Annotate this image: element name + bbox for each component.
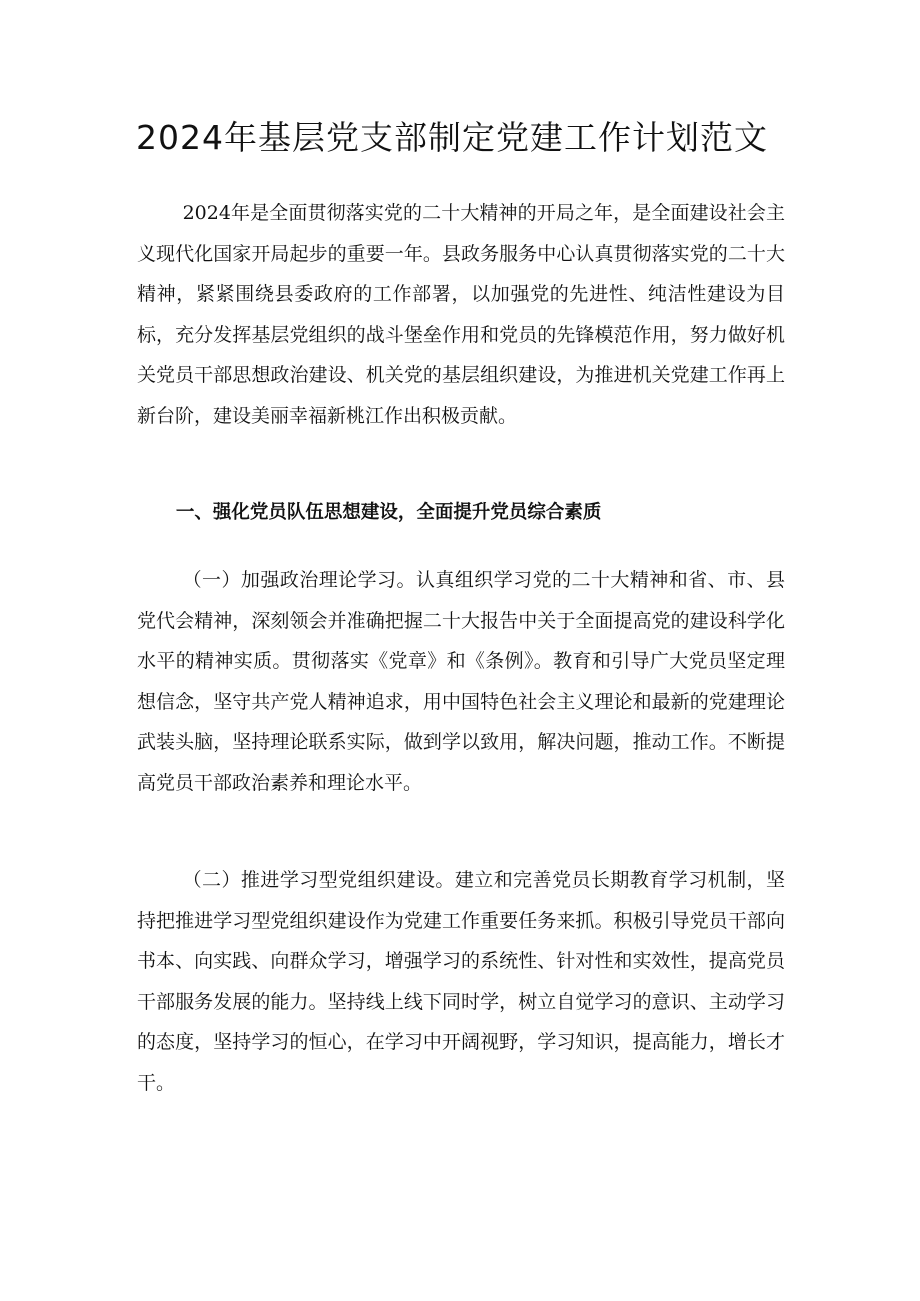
subsection-paragraph-2: （二）推进学习型党组织建设。建立和完善党员长期教育学习机制，坚持把推进学习型党组织建设作为党建工作重要任务来抓。积极引导党员干部向书本、向实践、向群众学习，增强学习的系统性、针对性和实效性，提高党员干部服务发展的能力。坚持线上线下同时学，树立自觉学习的意识、主动学习的态度，坚持学习的恒心，在学习中开阔视野，学习知识，提高能力，增长才干。: [137, 869, 785, 1094]
section-heading: 一、强化党员队伍思想建设，全面提升党员综合素质: [175, 502, 602, 523]
intro-paragraph: 2024年是全面贯彻落实党的二十大精神的开局之年，是全面建设社会主义现代化国家开局起步的重要一年。县政务服务中心认真贯彻落实党的二十大精神，紧紧围绕县委政府的工作部署，以加强党的先进性、纯洁性建设为目标，充分发挥基层党组织的战斗堡垒作用和党员的先锋模范作用，努力做好机关党员干部思想政治建设、机关党的基层组织建设，为推进机关党建工作再上新台阶，建设美丽幸福新桃江作出积极贡献。: [137, 202, 785, 427]
subsection-paragraph-1: （一）加强政治理论学习。认真组织学习党的二十大精神和省、市、县党代会精神，深刻领会并准确把握二十大报告中关于全面提高党的建设科学化水平的精神实质。贯彻落实《党章》和《条例》。教育和引导广大党员坚定理想信念，坚守共产党人精神追求，用中国特色社会主义理论和最新的党建理论武装头脑，坚持理论联系实际，做到学以致用，解决问题，推动工作。不断提高党员干部政治素养和理论水平。: [137, 569, 785, 794]
document-title: 2024年基层党支部制定党建工作计划范文: [136, 118, 768, 157]
